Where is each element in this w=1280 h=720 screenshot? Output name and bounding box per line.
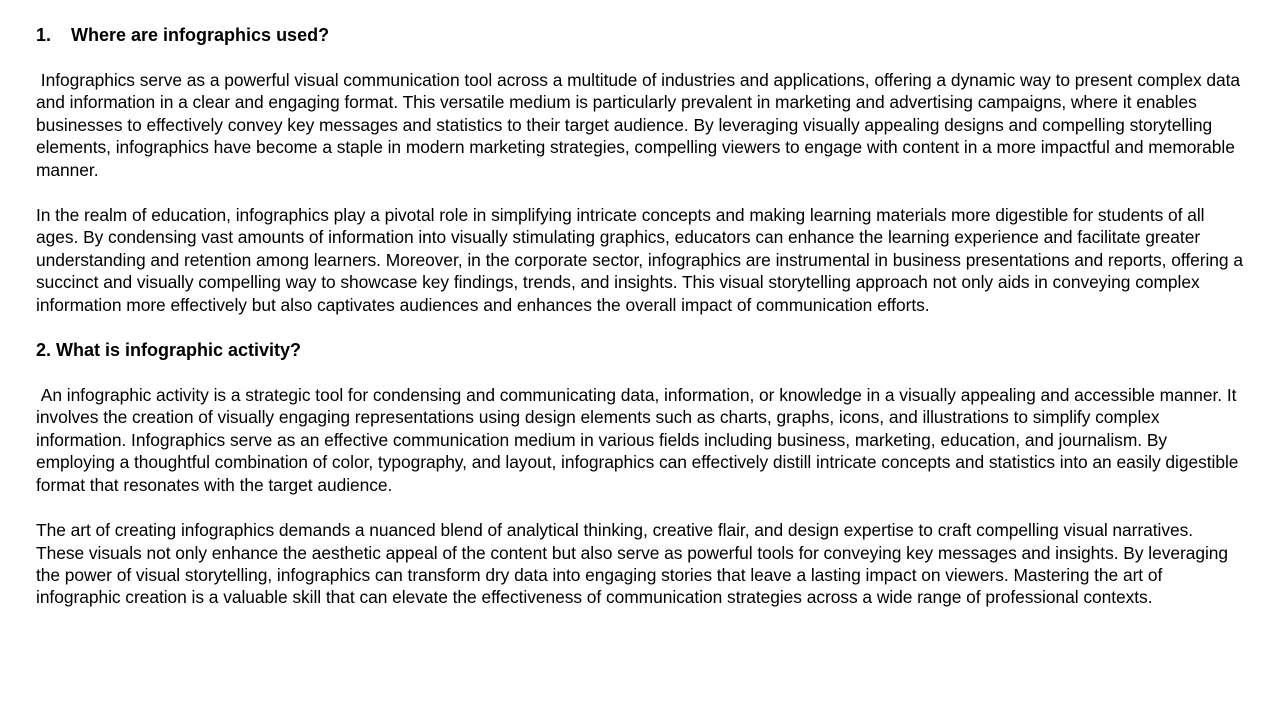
spacer — [36, 181, 1244, 204]
spacer — [36, 496, 1244, 519]
section-1-paragraph-2: In the realm of education, infographics play a pivotal role in simplifying intricate concepts and making learning materials more digestible for students of all ages. By condensing vast amounts of information into visually stimulating graphics, educators can enhance the learning experience and facilitate greater understanding and retention among learners. Moreover, in the corporate sector, infographics are instrumental in business presentations and reports, offering a succinct and visually compelling way to showcase key findings, trends, and insights. This visual storytelling approach not only aids in conveying complex information more effectively but also captivates audiences and enhances the overall impact of communication efforts. — [36, 205, 1243, 315]
section-2-paragraph-2: The art of creating infographics demands a nuanced blend of analytical thinking, creative flair, and design expertise to craft compelling visual narratives. These visuals not only enhance the aesthetic appeal of the content but also serve as powerful tools for conveying key messages and insights. By leveraging the power of visual storytelling, infographics can transform dry data into engaging stories that leave a lasting impact on viewers. Mastering the art of infographic creation is a valuable skill that can elevate the effectiveness of communication strategies across a wide range of professional contexts. — [36, 520, 1229, 608]
section-1-paragraph-1: Infographics serve as a powerful visual communication tool across a multitude of industries and applications, offering a dynamic way to present complex data and information in a clear and engaging format. This versatile medium is particularly prevalent in marketing and advertising campaigns, where it enables businesses to effectively convey key messages and statistics to their target audience. By leveraging visually appealing designs and compelling storytelling elements, infographics have become a staple in modern marketing strategies, compelling viewers to engage with content in a more impactful and memorable manner. — [36, 70, 1245, 180]
spacer — [36, 316, 1244, 339]
section-1-heading: 1. Where are infographics used? — [36, 25, 330, 45]
spacer — [36, 46, 1244, 69]
spacer — [36, 361, 1244, 384]
section-2-paragraph-1: An infographic activity is a strategic tool for condensing and communicating data, information, or knowledge in a visually appealing and accessible manner. It involves the creation of visually engaging representations using design elements such as charts, graphs, icons, and illustrations to simplify complex information. Infographics serve as an effective communication medium in various fields including business, marketing, education, and journalism. By employing a thoughtful combination of color, typography, and layout, infographics can effectively distill intricate concepts and statistics into an easily digestible format that resonates with the target audience. — [36, 385, 1244, 495]
section-2-heading: 2. What is infographic activity? — [36, 340, 302, 361]
